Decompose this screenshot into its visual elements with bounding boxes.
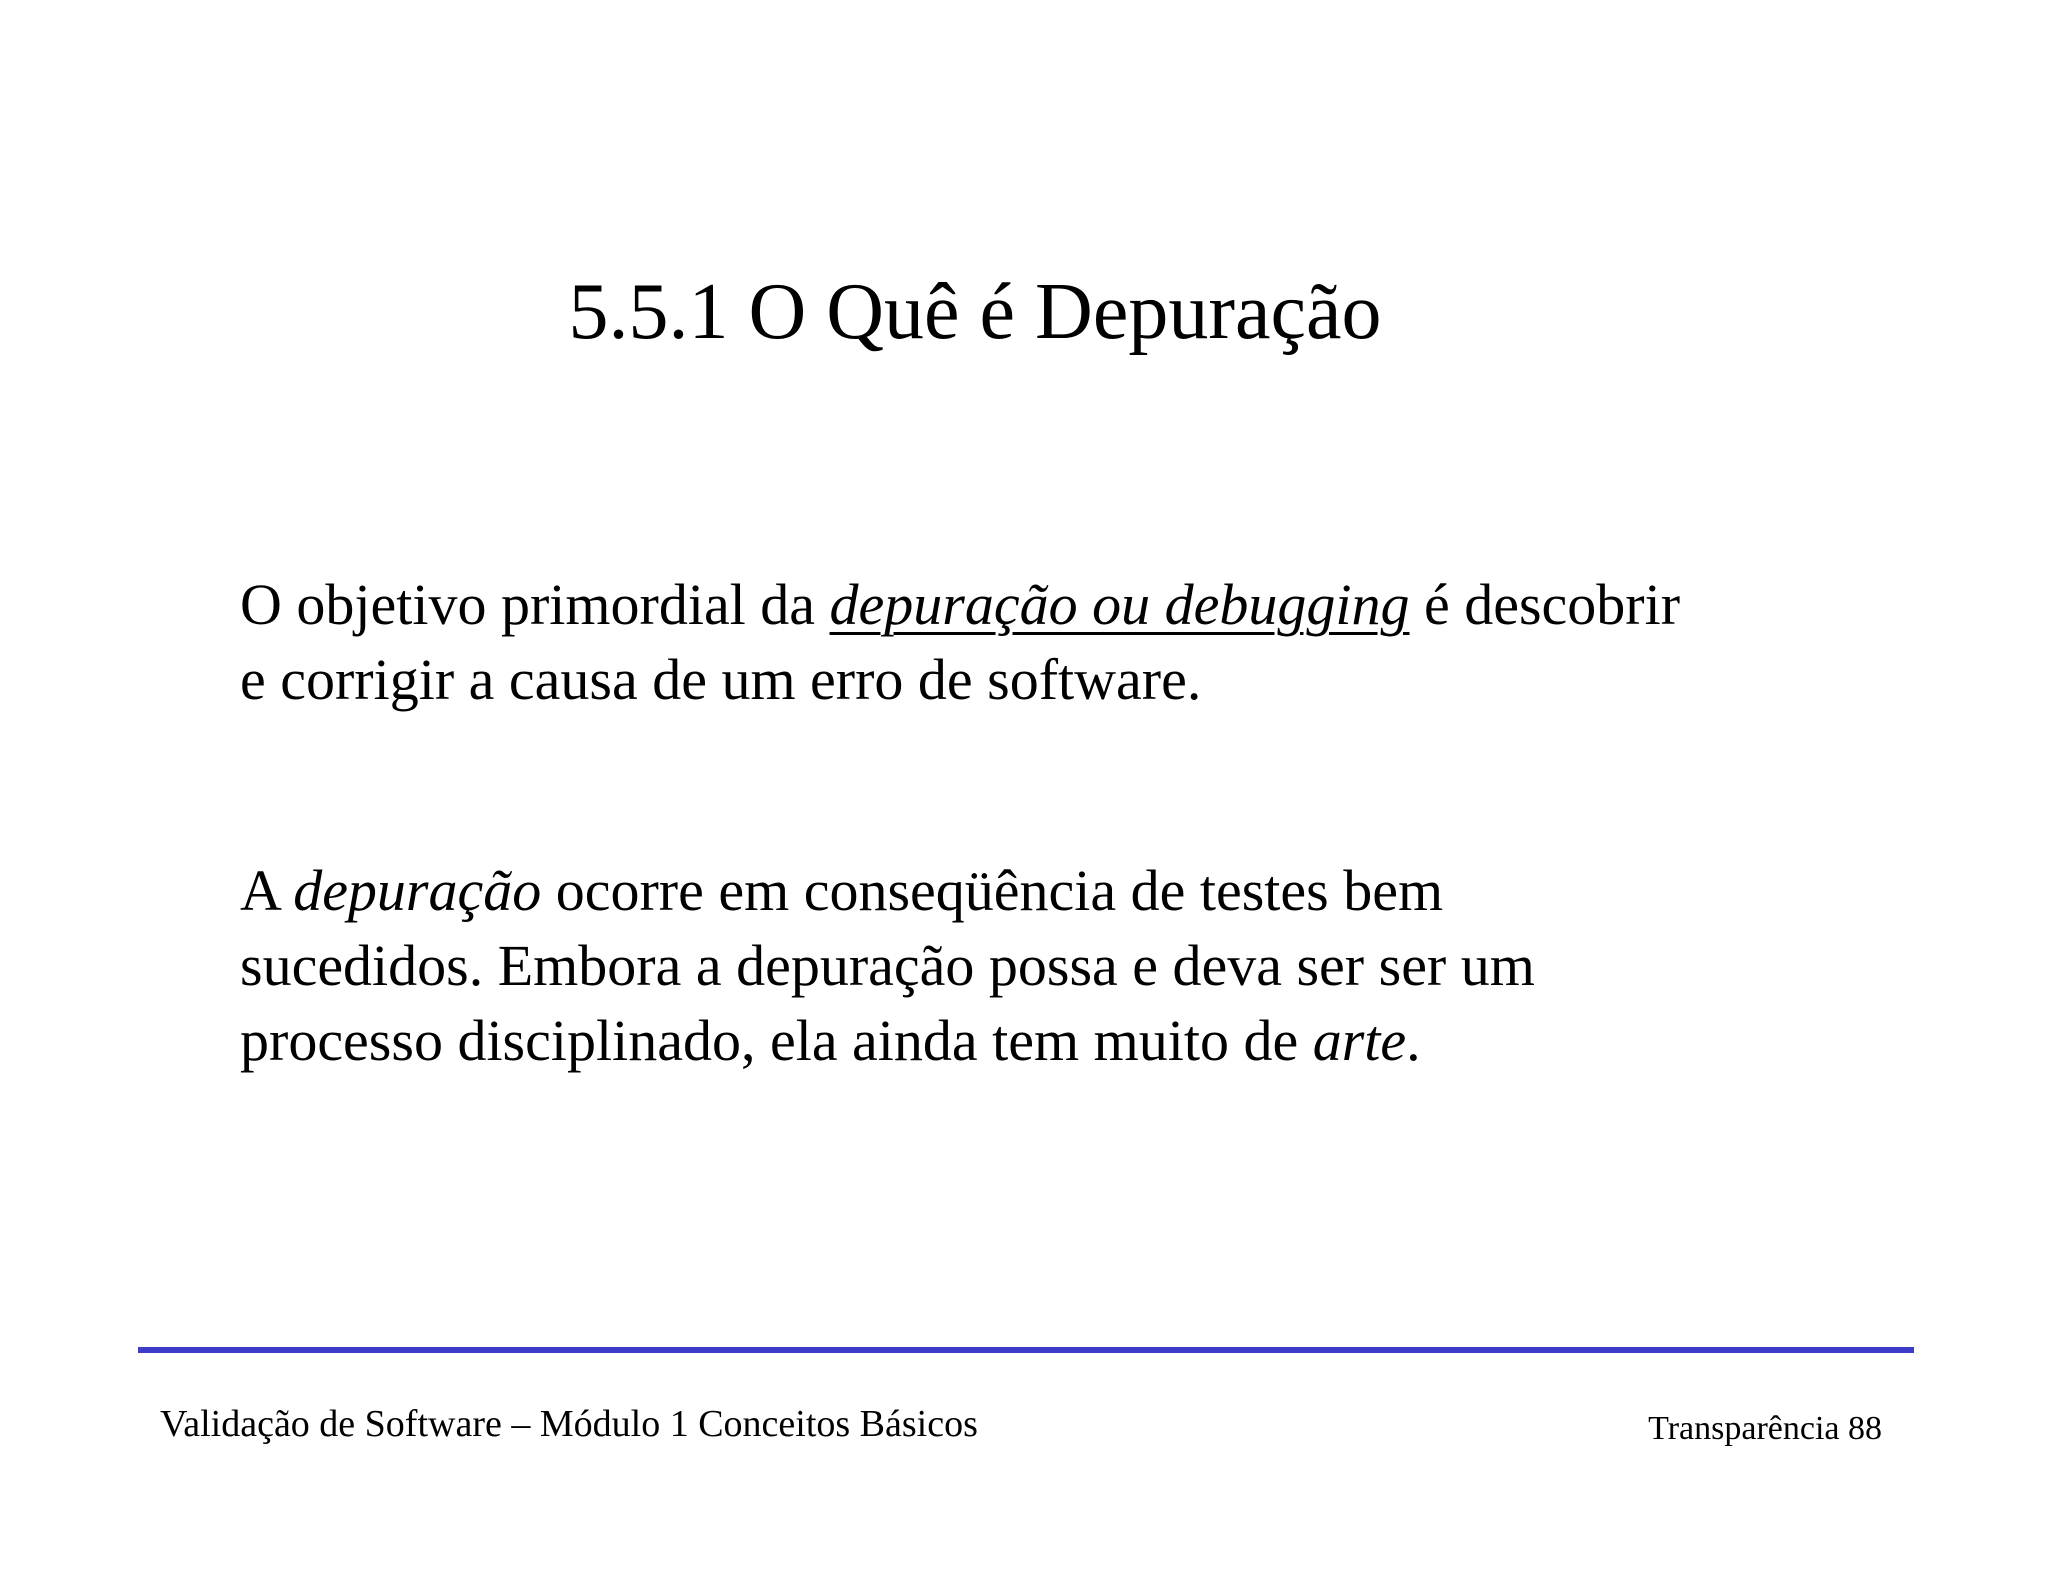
paragraph-1-line-1 bbox=[240, 567, 1680, 642]
text-segment: processo disciplinado, ela ainda tem muito de bbox=[240, 1008, 1313, 1073]
paragraph-debugging-nature bbox=[240, 853, 1535, 1078]
paragraph-2-line-2: sucedidos. Embora a depuração possa e deva ser ser um bbox=[240, 933, 1535, 998]
footer-slide-number: Transparência 88 bbox=[1648, 1410, 1882, 1447]
emphasized-term: depuração bbox=[293, 858, 542, 923]
emphasized-term: arte bbox=[1312, 1008, 1407, 1073]
footer-divider bbox=[138, 1347, 1914, 1353]
emphasized-term: depuração ou debugging bbox=[829, 572, 1410, 637]
text-segment: ocorre em conseqüência de testes bem bbox=[541, 858, 1444, 923]
text-segment: O objetivo primordial da bbox=[240, 572, 830, 637]
paragraph-1-line-2: e corrigir a causa de um erro de software. bbox=[240, 647, 1202, 712]
text-segment: . bbox=[1406, 1008, 1421, 1073]
paragraph-2-line-1 bbox=[240, 853, 1535, 928]
text-segment: é descobrir bbox=[1409, 572, 1681, 637]
footer-course-title: Validação de Software – Módulo 1 Conceitos Básicos bbox=[160, 1403, 978, 1445]
paragraph-2-line-3 bbox=[240, 1003, 1535, 1078]
slide-title: 5.5.1 O Quê é Depuração bbox=[568, 268, 1382, 356]
text-segment: A bbox=[240, 858, 294, 923]
paragraph-debugging-objective bbox=[240, 567, 1680, 717]
